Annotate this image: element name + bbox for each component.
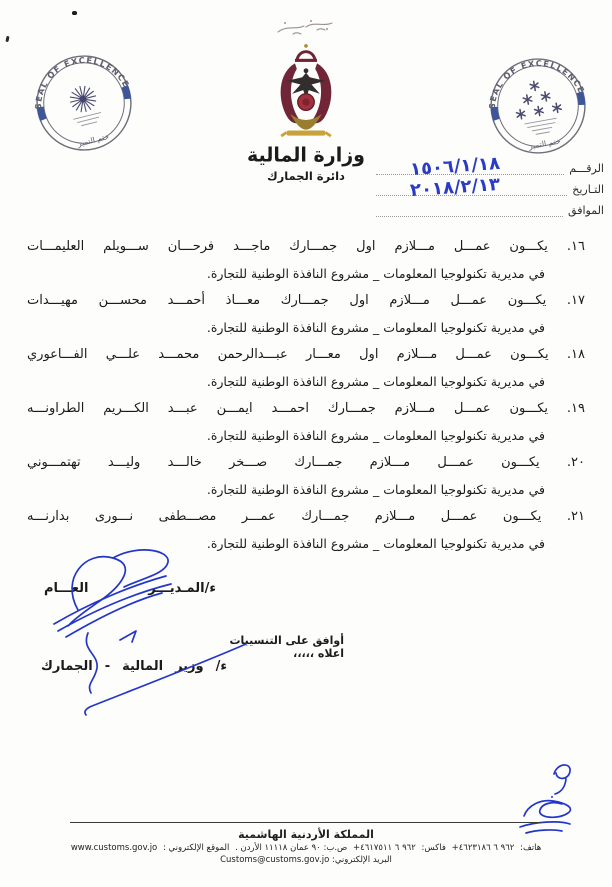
assignment-item (27, 233, 585, 287)
seal-of-excellence-left-stamp (22, 41, 146, 165)
scan-artifact-mark (5, 36, 9, 42)
contact-line (30, 843, 582, 853)
website-label: الموقع الإلكتروني : (162, 843, 230, 853)
phone-label: هاتف: (520, 843, 542, 853)
footer-divider (70, 822, 542, 823)
date-line (376, 173, 567, 202)
assignment-line: ١٨. يكـــون عمـــل مـــلازم اول معـــار عبـــدالرحمن محمـــد علـــي الفـــاعوري (27, 347, 585, 362)
acting-director-general-title: ء/المـديـــر العـــام (44, 581, 216, 596)
seal-of-excellence-right-stamp (479, 47, 597, 165)
assignment-line: ١٦. يكـــون عمـــل مـــلازم اول جمـــارك ماجـــد فرحـــان ســـويلم العليمـــات (27, 239, 585, 254)
ministry-name: وزارة المالية (247, 143, 365, 167)
reference-date-row (376, 173, 606, 202)
pobox-text: ص.ب: ٩٠ عمان ١١١١٨ الأردن . (235, 843, 348, 853)
scan-artifact-dot (72, 11, 77, 15)
seal-arabic-text: ختم التميز (528, 136, 562, 151)
department-name: دائرة الجمارك (267, 169, 345, 183)
kingdom-name: المملكة الأردنية الهاشمية (238, 828, 374, 841)
number-line (376, 152, 564, 181)
fax-number: +٩٦٢ ٦ ٤٦١٧٥١١ (353, 843, 416, 853)
date-label: التـاريخ (572, 183, 604, 196)
email-address: Customs@customs.gov.jo (220, 855, 330, 865)
assignment-item (27, 395, 585, 449)
svg-text:SEAL OF EXCELLENCE (23, 44, 132, 111)
assignment-directorate: في مديرية تكنولوجيا المعلومات _ مشروع النافذة الوطنية للتجارة. (206, 374, 545, 389)
assignment-item (27, 287, 585, 341)
stars-icon (512, 78, 562, 120)
reference-corresponding-row (376, 196, 606, 217)
seal-icon (22, 41, 146, 165)
email-line (30, 855, 582, 865)
jordan-coat-of-arms-icon (260, 40, 352, 142)
seal-arc-text: SEAL OF EXCELLENCE (33, 54, 132, 110)
seal-arc-text: SEAL OF EXCELLENCE (486, 58, 588, 110)
phone-number: +٩٦٢ ٦ ٤٦٢٣١٨٦ (451, 843, 515, 853)
assignment-item (27, 341, 585, 395)
corresponding-label: الموافق (568, 204, 604, 217)
seal-icon (479, 47, 597, 165)
assignment-line: ٢١. يكـــون عمـــل مـــلازم جمـــارك عمـــر مصـــطفى نـــورى بدارنـــه (27, 509, 585, 524)
svg-text:SEAL OF EXCELLENCE (480, 50, 588, 111)
handwritten-number: ١٥٠٦/١/١٨ (409, 152, 501, 181)
seal-small-text-lines (525, 118, 559, 136)
acting-minister-title: ء/ وزير المالية - الجمارك (41, 659, 227, 674)
fax-label: فاكس: (421, 843, 446, 853)
seal-arabic-text: ختم التميز (76, 131, 110, 149)
letter-body (27, 233, 585, 557)
letterhead (231, 12, 381, 183)
assignment-directorate: في مديرية تكنولوجيا المعلومات _ مشروع النافذة الوطنية للتجارة. (206, 266, 545, 281)
footer (30, 828, 582, 865)
corresponding-line (376, 198, 563, 217)
assignment-directorate: في مديرية تكنولوجيا المعلومات _ مشروع النافذة الوطنية للتجارة. (206, 428, 545, 443)
assignment-directorate: في مديرية تكنولوجيا المعلومات _ مشروع النافذة الوطنية للتجارة. (206, 320, 545, 335)
email-label: البريد الإلكتروني: (331, 855, 392, 865)
assignment-item (27, 503, 585, 557)
assignment-item (27, 449, 585, 503)
assignment-line: ١٩. يكـــون عمـــل مـــلازم جمـــارك احمـــد ايمـــن عبـــد الكـــريم الطراونـــه (27, 401, 585, 416)
number-label: الرقـــم (569, 162, 604, 175)
bismillah-calligraphy-icon (275, 18, 337, 38)
seal-small-text-lines (73, 112, 103, 127)
starburst-icon (67, 83, 99, 115)
assignment-line: ٢٠. يكـــون عمـــل مـــلازم جمـــارك صـــخر خالـــد وليـــد تهتمـــوني (27, 455, 585, 470)
approval-statement: أوافق على التنسيبات اعلاه ،،،،، (229, 634, 344, 660)
assignment-directorate: في مديرية تكنولوجيا المعلومات _ مشروع النافذة الوطنية للتجارة. (206, 536, 545, 551)
website-url: www.customs.gov.jo (70, 843, 158, 853)
reference-number-row (376, 152, 606, 181)
assignment-line: ١٧. يكـــون عمـــل مـــلازم اول جمـــارك معـــاذ أحمـــد محســـن مهيـــدات (27, 293, 585, 308)
assignment-directorate: في مديرية تكنولوجيا المعلومات _ مشروع النافذة الوطنية للتجارة. (206, 482, 545, 497)
reference-block (376, 154, 606, 217)
handwritten-date: ٢٠١٨/٢/١٣ (409, 173, 502, 202)
